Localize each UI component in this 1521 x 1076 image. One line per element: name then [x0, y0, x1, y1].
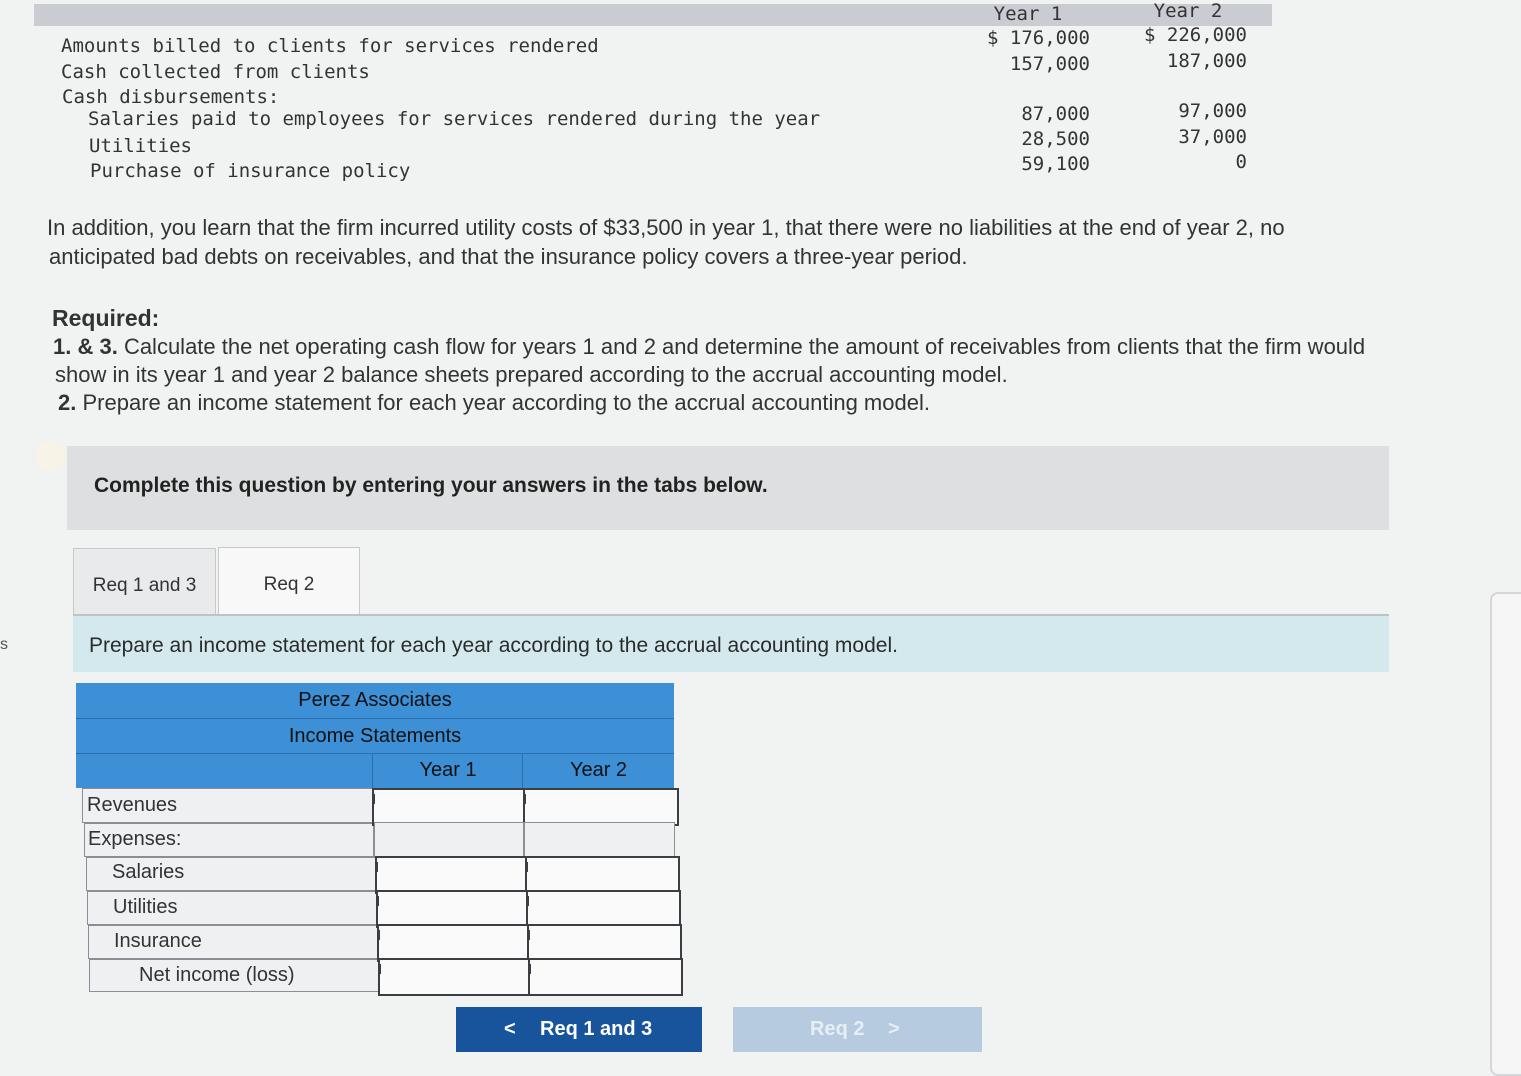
required-title: Required: — [52, 305, 160, 331]
statement-row-net-income — [89, 959, 379, 992]
statement-row-expenses — [84, 823, 374, 857]
insurance-year1-input[interactable] — [377, 924, 532, 962]
data-row-y2: 187,000 — [1166, 50, 1247, 72]
expenses-year1-blank — [374, 822, 524, 857]
data-row-y1: 157,000 — [1009, 53, 1090, 75]
data-row-y2: $ 226,000 — [1144, 24, 1247, 46]
data-row-y2: 37,000 — [1178, 126, 1247, 148]
tab-label: Req 2 — [263, 574, 315, 595]
col-header-year1: Year 1 — [993, 3, 1063, 25]
required-item-1-continued: show in its year 1 and year 2 balance sheets prepared according to the accrual accounting model. — [55, 362, 1008, 387]
net-income-year1-input[interactable] — [378, 958, 533, 996]
statement-column-header-row — [76, 754, 674, 788]
side-panel-edge — [1490, 592, 1521, 1076]
statement-row-utilities — [87, 891, 377, 925]
data-row-y1: 59,100 — [1021, 153, 1090, 175]
tab-req-2[interactable] — [218, 547, 360, 615]
data-row-y2: 97,000 — [1178, 100, 1247, 122]
next-req-button[interactable] — [733, 1007, 982, 1052]
data-row-label: Amounts billed to clients for services rendered — [61, 35, 599, 57]
required-item-1-number: 1. & 3. — [53, 334, 118, 359]
tab-req-1-and-3[interactable] — [73, 548, 216, 615]
data-row-y1: 87,000 — [1021, 103, 1090, 125]
data-row-label: Cash collected from clients — [61, 61, 370, 83]
data-row-label: Cash disbursements: — [62, 86, 280, 108]
required-item-2-number: 2. — [58, 390, 77, 415]
row-label: Insurance — [114, 930, 202, 952]
data-row-label: Utilities — [89, 135, 192, 157]
data-row-label: Salaries paid to employees for services rendered during the year — [88, 108, 821, 130]
instructions-banner — [67, 446, 1389, 530]
chevron-left-icon: < — [504, 1018, 516, 1040]
question-marker-icon — [36, 441, 66, 471]
chevron-right-icon: > — [888, 1018, 900, 1040]
complete-prompt: Complete this question by entering your answers in the tabs below. — [94, 474, 768, 497]
statement-row-revenues — [82, 788, 374, 823]
statement-row-insurance — [88, 925, 378, 959]
tab-label: Req 1 and 3 — [92, 575, 197, 596]
data-row-y2: 0 — [1235, 151, 1247, 173]
side-marker: s — [0, 636, 8, 653]
prev-button-label: Req 1 and 3 — [540, 1018, 653, 1040]
col-header-year2: Year 2 — [1153, 0, 1223, 22]
statement-row-salaries — [86, 857, 376, 891]
statement-company-header — [76, 683, 674, 718]
required-item-2-text: Prepare an income statement for each year according to the accrual accounting model. — [82, 390, 930, 415]
col-header-year2: Year 2 — [569, 759, 628, 781]
instruction-text: Prepare an income statement for each year according to the accrual accounting model. — [89, 634, 898, 657]
data-row-y1: 28,500 — [1021, 128, 1090, 150]
row-label: Expenses: — [88, 828, 182, 850]
addition-text-line2: anticipated bad debts on receivables, and that the insurance policy covers a three-year period. — [49, 244, 968, 269]
required-item-2 — [58, 388, 930, 417]
instruction-panel — [73, 616, 1389, 672]
row-label: Salaries — [112, 861, 185, 883]
data-row-label: Purchase of insurance policy — [90, 160, 411, 182]
revenues-year1-input[interactable] — [372, 788, 528, 826]
utilities-year1-input[interactable] — [376, 890, 531, 928]
row-label: Utilities — [113, 896, 178, 918]
addition-text-line1: In addition, you learn that the firm incurred utility costs of $33,500 in year 1, that there were no liabilities at the end of year 2, no — [47, 215, 1285, 240]
required-item-1-text: Calculate the net operating cash flow for years 1 and 2 and determine the amount of receivables from clients that the firm would — [123, 334, 1366, 359]
row-label: Revenues — [87, 794, 178, 816]
insurance-year2-input[interactable] — [527, 924, 682, 962]
statement-company-name: Perez Associates — [298, 689, 452, 711]
expenses-year2-blank — [524, 822, 675, 857]
net-income-year2-input[interactable] — [528, 958, 683, 996]
row-label: Net income (loss) — [139, 964, 295, 986]
prev-req-button[interactable] — [456, 1007, 702, 1052]
revenues-year2-input[interactable] — [523, 788, 679, 826]
data-row-y1: $ 176,000 — [987, 27, 1090, 49]
statement-title-header — [76, 719, 674, 753]
statement-title: Income Statements — [288, 725, 462, 747]
col-header-year1: Year 1 — [419, 759, 477, 781]
salaries-year2-input[interactable] — [525, 856, 680, 894]
required-item-1 — [53, 332, 1365, 361]
salaries-year1-input[interactable] — [375, 856, 530, 894]
utilities-year2-input[interactable] — [526, 890, 681, 928]
next-button-label: Req 2 — [810, 1018, 865, 1040]
